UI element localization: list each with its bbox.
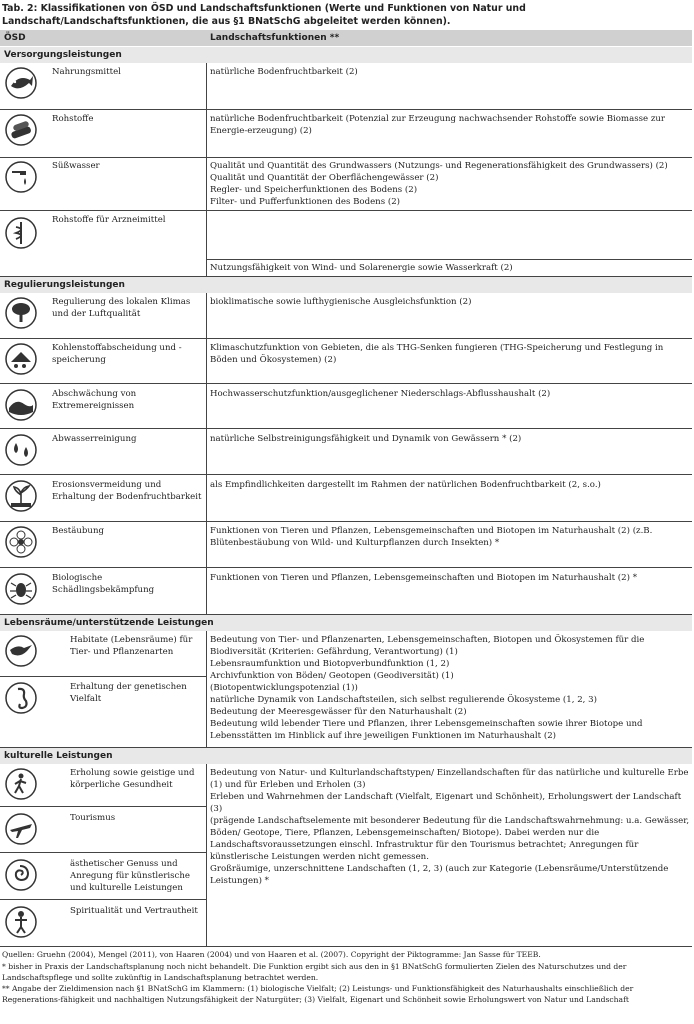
fish-food-icon	[4, 66, 38, 100]
row-divider	[0, 210, 692, 211]
medicine-icon	[4, 216, 38, 250]
bird-icon	[4, 634, 38, 668]
row-divider	[0, 676, 207, 677]
osd-erosion: Erosionsvermeidung und Erhaltung der Bodenfruchtbarkeit	[52, 480, 202, 502]
lf-nahrungsmittel: natürliche Bodenfruchtbarkeit (2)	[210, 67, 358, 77]
table-caption: Tab. 2: Klassifikationen von ÖSD und Landschaftsfunktionen (Werte und Funktionen von Natur und Landschaft/Landschaftsfunktionen, die aus §1 BNatSchG abgeleitet werden können).	[2, 3, 526, 27]
lf-abwasser: natürliche Selbstreinigungsfähigkeit und Dynamik von Gewässern * (2)	[210, 434, 522, 444]
footnote-single-star: * bisher in Praxis der Landschaftsplanung noch nicht behandelt. Die Funktion ergibt sich aus den in §1 BNatSchG formulierten Zielen des Naturschutzes und der Landschaftspflege und sollte zukünftig in Landschaftsplanung betrachtet werden.	[2, 962, 627, 982]
footnote-double-star: ** Angabe der Zieldimension nach §1 BNatSchG im Klammern: (1) biologische Vielfalt; (2) Leistungs- und Funktionsfähigkeit des Naturhaushalts einschließlich der Regenerations-fähigkeit und nachhaltigen Nutzungsfähigkeit der Naturgüter; (3) Vielfalt, Eigenart und Schönheit sowie Erholungswert von Natur und Landschaft	[2, 984, 634, 1004]
osd-tourismus: Tourismus	[70, 813, 116, 823]
figure-icon	[4, 905, 38, 939]
storm-wave-icon	[4, 388, 38, 422]
osd-klima: Regulierung des lokalen Klimas und der Luftqualität	[52, 297, 191, 319]
lf-kulturell: Bedeutung von Natur- und Kulturlandschaftstypen/ Einzellandschaften für das natürliche und kulturelle Erbe (1) und für Erleben und Erholen (3) Erleben und Wahrnehmen der Landschaft (Vielfalt, Eigenart und Schönheit), Erholungswert der Landschaft (3) (prägende Landschaftselemente mit besonderer Bedeutung für die Landschaftswahrnehmung: u.a. Gewässer, Böden/ Geotope, Tiere, Pflanzen, Lebensgemeinschaften/ Biotope). Dabei werden nur die Landschaftsvoraussetzungen einschl. Infrastruktur für den Tourismus betrachtet; Anregungen für künstlerische Leistungen werden nicht gemessen. Großräumige, unzerschnittene Landschaften (1, 2, 3) (auch zur Kategorie (Lebensräume/Unterstützende Leistungen) *	[210, 768, 690, 886]
osd-schaedlingsbekaempfung: Biologische Schädlingsbekämpfung	[52, 573, 155, 595]
osd-kohlenstoff: Kohlenstoffabscheidung und -speicherung	[52, 343, 182, 365]
row-divider	[0, 852, 207, 853]
section-versorgungsleistungen: Versorgungsleistungen	[0, 47, 692, 63]
water-drops-icon	[4, 433, 38, 467]
row-divider	[0, 806, 207, 807]
osd-erholung: Erholung sowie geistige und körperliche Gesundheit	[70, 768, 195, 790]
row-divider	[0, 567, 692, 568]
lf-suesswasser: Qualität und Quantität des Grundwassers (Nutzungs- und Regenerationsfähigkeit des Grundwassers) (2) Qualität und Quantität der Oberflächengewässer (2) Regler- und Speicherfunktionen des Bodens (2) Filter- und Pufferfunktionen des Bodens (2)	[210, 161, 668, 207]
plane-icon	[4, 812, 38, 846]
lf-schaedlingsbekaempfung: Funktionen von Tieren und Pflanzen, Lebensgemeinschaften und Biotopen im Naturhaushalt (2) *	[210, 573, 637, 583]
row-divider	[0, 428, 692, 429]
row-divider	[0, 946, 692, 947]
lf-kohlenstoff: Klimaschutzfunktion von Gebieten, die als THG-Senken fungieren (THG-Speicherung und Festlegung in Böden und Ökosystemen) (2)	[210, 343, 664, 365]
column-divider	[206, 63, 207, 276]
row-divider	[0, 899, 207, 900]
osd-spiritualitaet: Spiritualität und Vertrautheit	[70, 906, 198, 916]
spiral-icon	[4, 858, 38, 892]
osd-extremereignisse: Abschwächung von Extremereignissen	[52, 389, 137, 411]
logs-icon	[4, 113, 38, 147]
seahorse-icon	[4, 681, 38, 715]
row-divider	[207, 259, 692, 260]
insect-icon	[4, 572, 38, 606]
lf-lebensraeume: Bedeutung von Tier- und Pflanzenarten, Lebensgemeinschaften, Biotopen und Ökosystemen für die Biodiversität (Kriterien: Gefährdung, Verantwortung) (1) Lebensraumfunktion und Biotopverbundfunktion (1, 2) Archivfunktion von Böden/ Geotopen (Geodiversität) (1) (Biotopentwicklungspotenzial (1)) natürliche Dynamik von Landschaftsteilen, sich selbst regulierende Ökosysteme (1, 2, 3) Bedeutung der Meeresgewässer für den Naturhaushalt (2) Bedeutung wild lebender Tiere und Pflanzen, ihrer Lebensgemeinschaften sowie ihrer Biotope und Lebensstätten im Hinblick auf ihre jeweiligen Funktionen im Naturhaushalt (2)	[210, 635, 645, 741]
section-kulturelle-leistungen: kulturelle Leistungen	[0, 748, 692, 764]
osd-rohstoffe: Rohstoffe	[52, 114, 94, 124]
flower-bee-icon	[4, 525, 38, 559]
row-divider	[0, 157, 692, 158]
lf-extremereignisse: Hochwasserschutzfunktion/ausgeglichener Niederschlags-Abflusshaushalt (2)	[210, 389, 551, 399]
header-osd: ÖSD	[4, 33, 26, 43]
osd-habitate: Habitate (Lebensräume) für Tier- und Pflanzenarten	[70, 635, 193, 657]
lf-erosion: als Empfindlichkeiten dargestellt im Rahmen der natürlichen Bodenfruchtbarkeit (2, s.o.)	[210, 480, 601, 490]
header-landschaftsfunktionen: Landschaftsfunktionen **	[210, 33, 340, 43]
osd-arzneimittel: Rohstoffe für Arzneimittel	[52, 215, 166, 225]
footnote-sources: Quellen: Gruehn (2004), Mengel (2011), von Haaren (2004) und von Haaren et al. (2007). Copyright der Piktogramme: Jan Sasse für TEEB.	[2, 950, 541, 959]
column-divider	[206, 293, 207, 614]
osd-suesswasser: Süßwasser	[52, 161, 100, 171]
tree-cloud-icon	[4, 296, 38, 330]
soil-plant-icon	[4, 479, 38, 513]
lf-rohstoffe: natürliche Bodenfruchtbarkeit (Potenzial zur Erzeugung nachwachsender Rohstoffe sowie Biomasse zur Energie-erzeugung) (2)	[210, 114, 666, 136]
osd-nahrungsmittel: Nahrungsmittel	[52, 67, 121, 77]
osd-bestaeubung: Bestäubung	[52, 526, 104, 536]
row-divider	[0, 521, 692, 522]
lf-energie: Nutzungsfähigkeit von Wind- und Solarenergie sowie Wasserkraft (2)	[210, 263, 513, 273]
row-divider	[0, 338, 692, 339]
osd-aesthetik: ästhetischer Genuss und Anregung für künstlerische und kulturelle Leistungen	[70, 859, 190, 893]
row-divider	[0, 474, 692, 475]
water-tap-icon	[4, 160, 38, 194]
row-divider	[0, 109, 692, 110]
walker-icon	[4, 767, 38, 801]
section-regulierungsleistungen: Regulierungsleistungen	[0, 277, 692, 293]
section-lebensraeume: Lebensräume/unterstützende Leistungen	[0, 615, 692, 631]
lf-klima: bioklimatische sowie lufthygienische Ausgleichsfunktion (2)	[210, 297, 472, 307]
table-header	[0, 30, 692, 46]
row-divider	[0, 383, 692, 384]
osd-genetische-vielfalt: Erhaltung der genetischen Vielfalt	[70, 682, 187, 704]
lf-bestaeubung: Funktionen von Tieren und Pflanzen, Lebensgemeinschaften und Biotopen im Naturhaushalt (2) (z.B. Blütenbestäubung von Wild- und Kulturpflanzen durch Insekten) *	[210, 526, 653, 548]
carbon-storage-icon	[4, 342, 38, 376]
osd-abwasser: Abwasserreinigung	[52, 434, 137, 444]
